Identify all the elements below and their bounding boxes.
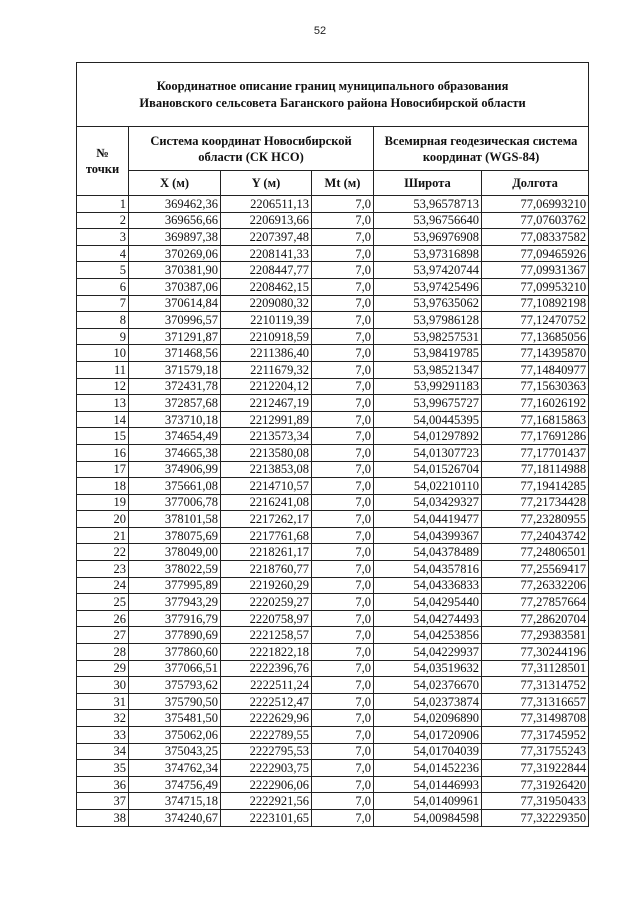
cell-mt-value: 7,0 <box>312 660 374 677</box>
cell-longitude: 77,27857664 <box>482 594 589 611</box>
cell-longitude: 77,31128501 <box>482 660 589 677</box>
cell-x-coordinate: 370387,06 <box>129 278 221 295</box>
cell-mt-value: 7,0 <box>312 527 374 544</box>
header-y: Y (м) <box>221 171 312 196</box>
cell-latitude: 54,02373874 <box>374 693 482 710</box>
cell-x-coordinate: 374715,18 <box>129 793 221 810</box>
table-row <box>77 461 589 478</box>
cell-x-coordinate: 370381,90 <box>129 262 221 279</box>
cell-mt-value: 7,0 <box>312 544 374 561</box>
cell-latitude: 54,02210110 <box>374 478 482 495</box>
cell-latitude: 54,02096890 <box>374 710 482 727</box>
cell-x-coordinate: 375793,62 <box>129 677 221 694</box>
cell-point-number: 5 <box>77 262 129 279</box>
header-longitude: Долгота <box>482 171 589 196</box>
cell-y-coordinate: 2218261,17 <box>221 544 312 561</box>
cell-y-coordinate: 2222906,06 <box>221 776 312 793</box>
table-row <box>77 594 589 611</box>
table-row <box>77 262 589 279</box>
cell-mt-value: 7,0 <box>312 627 374 644</box>
cell-x-coordinate: 378075,69 <box>129 527 221 544</box>
cell-mt-value: 7,0 <box>312 809 374 826</box>
cell-latitude: 54,01446993 <box>374 776 482 793</box>
cell-mt-value: 7,0 <box>312 361 374 378</box>
cell-mt-value: 7,0 <box>312 278 374 295</box>
cell-mt-value: 7,0 <box>312 577 374 594</box>
table-row <box>77 212 589 229</box>
cell-y-coordinate: 2209080,32 <box>221 295 312 312</box>
cell-x-coordinate: 375661,08 <box>129 478 221 495</box>
cell-y-coordinate: 2222396,76 <box>221 660 312 677</box>
cell-point-number: 28 <box>77 644 129 661</box>
header-point-number <box>77 127 129 196</box>
table-row <box>77 278 589 295</box>
cell-mt-value: 7,0 <box>312 710 374 727</box>
cell-longitude: 77,24806501 <box>482 544 589 561</box>
cell-mt-value: 7,0 <box>312 212 374 229</box>
header-point-number-label: № точки <box>85 146 120 176</box>
cell-y-coordinate: 2220758,97 <box>221 610 312 627</box>
cell-y-coordinate: 2207397,48 <box>221 229 312 246</box>
table-row <box>77 328 589 345</box>
cell-latitude: 53,98419785 <box>374 345 482 362</box>
cell-y-coordinate: 2222789,55 <box>221 727 312 744</box>
table-row <box>77 428 589 445</box>
cell-longitude: 77,31950433 <box>482 793 589 810</box>
cell-x-coordinate: 370996,57 <box>129 312 221 329</box>
cell-point-number: 29 <box>77 660 129 677</box>
table-row <box>77 494 589 511</box>
cell-longitude: 77,32229350 <box>482 809 589 826</box>
cell-longitude: 77,19414285 <box>482 478 589 495</box>
cell-latitude: 54,01409961 <box>374 793 482 810</box>
table-row <box>77 743 589 760</box>
column-header-row <box>77 171 589 196</box>
cell-x-coordinate: 377006,78 <box>129 494 221 511</box>
cell-longitude: 77,31922844 <box>482 760 589 777</box>
table-row <box>77 295 589 312</box>
cell-y-coordinate: 2214710,57 <box>221 478 312 495</box>
table-row <box>77 395 589 412</box>
cell-longitude: 77,31314752 <box>482 677 589 694</box>
cell-latitude: 54,04336833 <box>374 577 482 594</box>
cell-longitude: 77,12470752 <box>482 312 589 329</box>
table-row <box>77 345 589 362</box>
cell-latitude: 54,04274493 <box>374 610 482 627</box>
cell-x-coordinate: 378101,58 <box>129 511 221 528</box>
cell-mt-value: 7,0 <box>312 395 374 412</box>
cell-y-coordinate: 2210918,59 <box>221 328 312 345</box>
cell-latitude: 53,96756640 <box>374 212 482 229</box>
cell-longitude: 77,07603762 <box>482 212 589 229</box>
group-header-row <box>77 127 589 171</box>
cell-point-number: 10 <box>77 345 129 362</box>
title-row <box>77 63 589 127</box>
cell-longitude: 77,21734428 <box>482 494 589 511</box>
cell-x-coordinate: 375062,06 <box>129 727 221 744</box>
header-wgs-system-label: Всемирная геодезическая система координат (WGS-84) <box>384 133 578 164</box>
cell-latitude: 54,04253856 <box>374 627 482 644</box>
cell-mt-value: 7,0 <box>312 444 374 461</box>
cell-latitude: 54,02376670 <box>374 677 482 694</box>
cell-y-coordinate: 2213573,34 <box>221 428 312 445</box>
cell-point-number: 2 <box>77 212 129 229</box>
table-row <box>77 809 589 826</box>
cell-point-number: 11 <box>77 361 129 378</box>
cell-longitude: 77,31755243 <box>482 743 589 760</box>
cell-point-number: 12 <box>77 378 129 395</box>
header-local-system-label: Системa координат Новосибирской области (СК НСО) <box>150 133 352 164</box>
cell-x-coordinate: 377916,79 <box>129 610 221 627</box>
cell-longitude: 77,23280955 <box>482 511 589 528</box>
cell-mt-value: 7,0 <box>312 378 374 395</box>
table-row <box>77 444 589 461</box>
cell-x-coordinate: 377995,89 <box>129 577 221 594</box>
cell-point-number: 13 <box>77 395 129 412</box>
table-row <box>77 793 589 810</box>
cell-x-coordinate: 371291,87 <box>129 328 221 345</box>
cell-point-number: 8 <box>77 312 129 329</box>
cell-mt-value: 7,0 <box>312 196 374 213</box>
cell-y-coordinate: 2208447,77 <box>221 262 312 279</box>
cell-latitude: 54,01704039 <box>374 743 482 760</box>
cell-point-number: 9 <box>77 328 129 345</box>
cell-mt-value: 7,0 <box>312 727 374 744</box>
cell-mt-value: 7,0 <box>312 461 374 478</box>
cell-y-coordinate: 2222795,53 <box>221 743 312 760</box>
header-mt: Mt (м) <box>312 171 374 196</box>
cell-latitude: 53,96578713 <box>374 196 482 213</box>
table-title-line-1: Координатное описание границ муниципального образования <box>156 78 509 93</box>
cell-point-number: 27 <box>77 627 129 644</box>
cell-mt-value: 7,0 <box>312 478 374 495</box>
cell-mt-value: 7,0 <box>312 743 374 760</box>
coordinates-table <box>76 62 589 827</box>
cell-x-coordinate: 375790,50 <box>129 693 221 710</box>
cell-y-coordinate: 2221822,18 <box>221 644 312 661</box>
cell-latitude: 54,01452236 <box>374 760 482 777</box>
cell-longitude: 77,31745952 <box>482 727 589 744</box>
cell-y-coordinate: 2222629,96 <box>221 710 312 727</box>
cell-x-coordinate: 378049,00 <box>129 544 221 561</box>
cell-mt-value: 7,0 <box>312 693 374 710</box>
cell-point-number: 22 <box>77 544 129 561</box>
cell-y-coordinate: 2218760,77 <box>221 561 312 578</box>
cell-mt-value: 7,0 <box>312 411 374 428</box>
header-wgs-system <box>374 127 589 171</box>
cell-x-coordinate: 377860,60 <box>129 644 221 661</box>
cell-x-coordinate: 374762,34 <box>129 760 221 777</box>
cell-x-coordinate: 372857,68 <box>129 395 221 412</box>
table-row <box>77 245 589 262</box>
cell-mt-value: 7,0 <box>312 245 374 262</box>
cell-y-coordinate: 2222512,47 <box>221 693 312 710</box>
cell-point-number: 30 <box>77 677 129 694</box>
cell-y-coordinate: 2212204,12 <box>221 378 312 395</box>
cell-x-coordinate: 369656,66 <box>129 212 221 229</box>
cell-longitude: 77,17691286 <box>482 428 589 445</box>
cell-latitude: 53,97316898 <box>374 245 482 262</box>
cell-longitude: 77,17701437 <box>482 444 589 461</box>
table-title-line-2: Ивановского сельсовета Баганского района Новосибирской области <box>139 95 526 110</box>
cell-point-number: 7 <box>77 295 129 312</box>
cell-latitude: 54,04295440 <box>374 594 482 611</box>
cell-latitude: 54,01526704 <box>374 461 482 478</box>
cell-point-number: 16 <box>77 444 129 461</box>
cell-y-coordinate: 2219260,29 <box>221 577 312 594</box>
cell-longitude: 77,15630363 <box>482 378 589 395</box>
cell-latitude: 53,98257531 <box>374 328 482 345</box>
cell-point-number: 21 <box>77 527 129 544</box>
cell-latitude: 54,04399367 <box>374 527 482 544</box>
cell-y-coordinate: 2222921,56 <box>221 793 312 810</box>
cell-mt-value: 7,0 <box>312 793 374 810</box>
table-row <box>77 776 589 793</box>
cell-point-number: 36 <box>77 776 129 793</box>
cell-latitude: 53,99291183 <box>374 378 482 395</box>
cell-x-coordinate: 374756,49 <box>129 776 221 793</box>
cell-latitude: 54,03519632 <box>374 660 482 677</box>
cell-point-number: 1 <box>77 196 129 213</box>
table-row <box>77 693 589 710</box>
cell-point-number: 31 <box>77 693 129 710</box>
table-row <box>77 727 589 744</box>
cell-x-coordinate: 369897,38 <box>129 229 221 246</box>
cell-y-coordinate: 2217262,17 <box>221 511 312 528</box>
cell-mt-value: 7,0 <box>312 328 374 345</box>
cell-latitude: 53,99675727 <box>374 395 482 412</box>
cell-mt-value: 7,0 <box>312 511 374 528</box>
cell-longitude: 77,10892198 <box>482 295 589 312</box>
cell-mt-value: 7,0 <box>312 229 374 246</box>
cell-mt-value: 7,0 <box>312 312 374 329</box>
cell-latitude: 53,97420744 <box>374 262 482 279</box>
cell-longitude: 77,31926420 <box>482 776 589 793</box>
table-row <box>77 577 589 594</box>
cell-point-number: 17 <box>77 461 129 478</box>
cell-latitude: 54,00984598 <box>374 809 482 826</box>
cell-longitude: 77,09953210 <box>482 278 589 295</box>
cell-longitude: 77,30244196 <box>482 644 589 661</box>
cell-latitude: 54,01297892 <box>374 428 482 445</box>
cell-x-coordinate: 374240,67 <box>129 809 221 826</box>
table-row <box>77 760 589 777</box>
table-row <box>77 229 589 246</box>
table-row <box>77 527 589 544</box>
cell-y-coordinate: 2223101,65 <box>221 809 312 826</box>
cell-x-coordinate: 371468,56 <box>129 345 221 362</box>
cell-longitude: 77,31498708 <box>482 710 589 727</box>
cell-point-number: 6 <box>77 278 129 295</box>
cell-point-number: 26 <box>77 610 129 627</box>
cell-latitude: 53,97635062 <box>374 295 482 312</box>
cell-mt-value: 7,0 <box>312 561 374 578</box>
cell-latitude: 54,01720906 <box>374 727 482 744</box>
cell-y-coordinate: 2213853,08 <box>221 461 312 478</box>
cell-latitude: 54,04357816 <box>374 561 482 578</box>
cell-longitude: 77,08337582 <box>482 229 589 246</box>
cell-x-coordinate: 374906,99 <box>129 461 221 478</box>
cell-y-coordinate: 2222511,24 <box>221 677 312 694</box>
cell-x-coordinate: 375043,25 <box>129 743 221 760</box>
cell-mt-value: 7,0 <box>312 776 374 793</box>
cell-longitude: 77,14840977 <box>482 361 589 378</box>
cell-longitude: 77,06993210 <box>482 196 589 213</box>
cell-y-coordinate: 2217761,68 <box>221 527 312 544</box>
page-number: 52 <box>313 25 327 37</box>
cell-y-coordinate: 2206511,13 <box>221 196 312 213</box>
cell-x-coordinate: 377066,51 <box>129 660 221 677</box>
cell-x-coordinate: 375481,50 <box>129 710 221 727</box>
cell-point-number: 14 <box>77 411 129 428</box>
table-row <box>77 561 589 578</box>
cell-mt-value: 7,0 <box>312 494 374 511</box>
cell-x-coordinate: 372431,78 <box>129 378 221 395</box>
cell-mt-value: 7,0 <box>312 760 374 777</box>
cell-x-coordinate: 370269,06 <box>129 245 221 262</box>
cell-y-coordinate: 2206913,66 <box>221 212 312 229</box>
cell-longitude: 77,16026192 <box>482 395 589 412</box>
cell-latitude: 53,97986128 <box>374 312 482 329</box>
cell-y-coordinate: 2222903,75 <box>221 760 312 777</box>
table-row <box>77 660 589 677</box>
cell-longitude: 77,18114988 <box>482 461 589 478</box>
table-row <box>77 312 589 329</box>
cell-latitude: 54,04229937 <box>374 644 482 661</box>
table-row <box>77 627 589 644</box>
cell-latitude: 54,01307723 <box>374 444 482 461</box>
cell-point-number: 23 <box>77 561 129 578</box>
cell-point-number: 20 <box>77 511 129 528</box>
cell-mt-value: 7,0 <box>312 594 374 611</box>
cell-mt-value: 7,0 <box>312 262 374 279</box>
cell-mt-value: 7,0 <box>312 345 374 362</box>
cell-latitude: 54,00445395 <box>374 411 482 428</box>
cell-point-number: 32 <box>77 710 129 727</box>
cell-x-coordinate: 374665,38 <box>129 444 221 461</box>
cell-point-number: 35 <box>77 760 129 777</box>
cell-longitude: 77,14395870 <box>482 345 589 362</box>
cell-point-number: 19 <box>77 494 129 511</box>
cell-latitude: 53,96976908 <box>374 229 482 246</box>
cell-y-coordinate: 2208462,15 <box>221 278 312 295</box>
cell-latitude: 53,97425496 <box>374 278 482 295</box>
cell-y-coordinate: 2211386,40 <box>221 345 312 362</box>
cell-longitude: 77,26332206 <box>482 577 589 594</box>
cell-latitude: 53,98521347 <box>374 361 482 378</box>
cell-longitude: 77,24043742 <box>482 527 589 544</box>
cell-x-coordinate: 373710,18 <box>129 411 221 428</box>
cell-longitude: 77,13685056 <box>482 328 589 345</box>
cell-y-coordinate: 2216241,08 <box>221 494 312 511</box>
cell-mt-value: 7,0 <box>312 610 374 627</box>
table-row <box>77 677 589 694</box>
cell-mt-value: 7,0 <box>312 428 374 445</box>
cell-mt-value: 7,0 <box>312 295 374 312</box>
table-row <box>77 378 589 395</box>
table-row <box>77 511 589 528</box>
cell-point-number: 18 <box>77 478 129 495</box>
cell-longitude: 77,28620704 <box>482 610 589 627</box>
cell-x-coordinate: 369462,36 <box>129 196 221 213</box>
header-latitude: Широта <box>374 171 482 196</box>
header-local-system <box>129 127 374 171</box>
cell-longitude: 77,25569417 <box>482 561 589 578</box>
table-row <box>77 411 589 428</box>
cell-x-coordinate: 377943,29 <box>129 594 221 611</box>
cell-latitude: 54,03429327 <box>374 494 482 511</box>
cell-point-number: 37 <box>77 793 129 810</box>
table-title <box>77 63 589 127</box>
cell-point-number: 34 <box>77 743 129 760</box>
cell-y-coordinate: 2212991,89 <box>221 411 312 428</box>
cell-point-number: 24 <box>77 577 129 594</box>
cell-point-number: 4 <box>77 245 129 262</box>
table-row <box>77 544 589 561</box>
header-x: X (м) <box>129 171 221 196</box>
cell-x-coordinate: 370614,84 <box>129 295 221 312</box>
cell-mt-value: 7,0 <box>312 644 374 661</box>
cell-x-coordinate: 371579,18 <box>129 361 221 378</box>
table-row <box>77 644 589 661</box>
table-row <box>77 196 589 213</box>
cell-x-coordinate: 374654,49 <box>129 428 221 445</box>
cell-latitude: 54,04378489 <box>374 544 482 561</box>
cell-longitude: 77,16815863 <box>482 411 589 428</box>
cell-mt-value: 7,0 <box>312 677 374 694</box>
table-row <box>77 610 589 627</box>
cell-y-coordinate: 2213580,08 <box>221 444 312 461</box>
cell-longitude: 77,09465926 <box>482 245 589 262</box>
cell-y-coordinate: 2208141,33 <box>221 245 312 262</box>
cell-y-coordinate: 2212467,19 <box>221 395 312 412</box>
table-row <box>77 361 589 378</box>
cell-latitude: 54,04419477 <box>374 511 482 528</box>
cell-point-number: 33 <box>77 727 129 744</box>
table-body <box>77 196 589 827</box>
cell-longitude: 77,31316657 <box>482 693 589 710</box>
cell-point-number: 3 <box>77 229 129 246</box>
cell-y-coordinate: 2221258,57 <box>221 627 312 644</box>
table-row <box>77 478 589 495</box>
cell-longitude: 77,29383581 <box>482 627 589 644</box>
cell-point-number: 38 <box>77 809 129 826</box>
cell-point-number: 15 <box>77 428 129 445</box>
cell-longitude: 77,09931367 <box>482 262 589 279</box>
cell-y-coordinate: 2211679,32 <box>221 361 312 378</box>
table-row <box>77 710 589 727</box>
cell-y-coordinate: 2210119,39 <box>221 312 312 329</box>
cell-y-coordinate: 2220259,27 <box>221 594 312 611</box>
cell-x-coordinate: 377890,69 <box>129 627 221 644</box>
cell-x-coordinate: 378022,59 <box>129 561 221 578</box>
cell-point-number: 25 <box>77 594 129 611</box>
